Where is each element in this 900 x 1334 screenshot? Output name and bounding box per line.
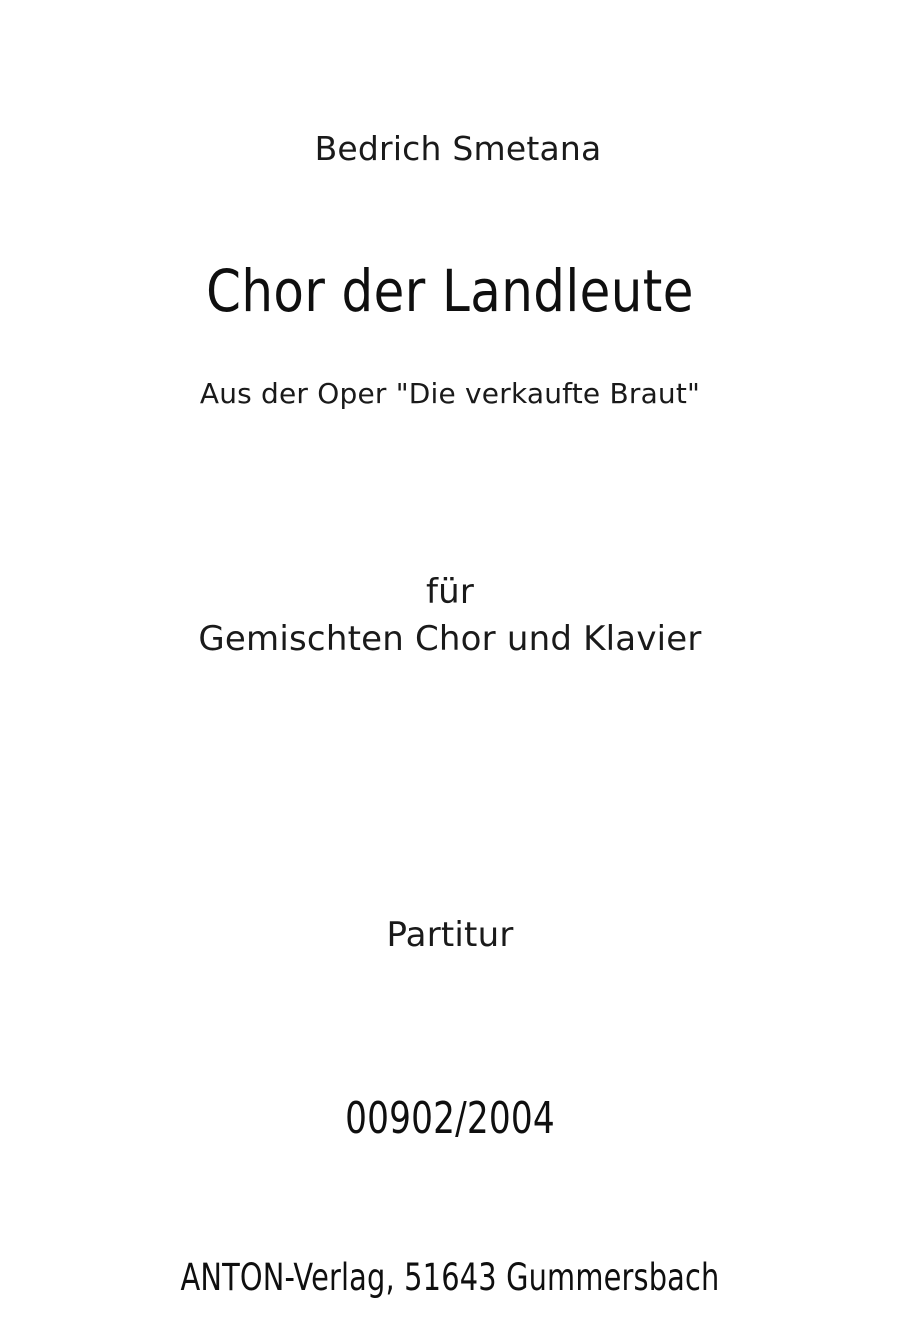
composer-name: Bedrich Smetana xyxy=(314,129,602,168)
score-type: Partitur xyxy=(386,915,514,955)
catalog-number: 00902/2004 xyxy=(345,1093,555,1144)
piece-subtitle: Aus der Oper "Die verkaufte Braut" xyxy=(199,377,701,410)
for-label: für xyxy=(425,572,475,612)
publisher-line: ANTON-Verlag, 51643 Gummersbach xyxy=(180,1256,720,1299)
piece-title: Chor der Landleute xyxy=(206,257,694,325)
scoring-text: Gemischten Chor und Klavier xyxy=(198,619,702,659)
